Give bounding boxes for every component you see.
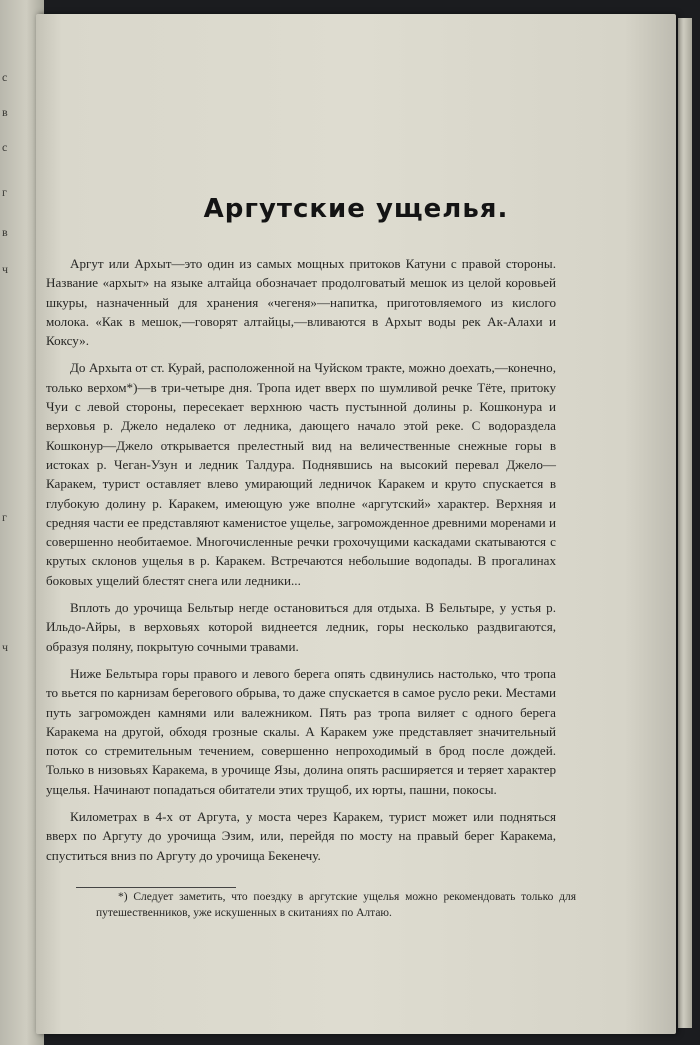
paragraph: Ниже Бельтыра горы правого и левого берега опять сдвинулись настолько, что тропа то вьется по карнизам берегового обрыва, то даже спускается в самое русло реки. Местами путь загроможден камнями или валежником. Пять раз тропа виляет с одного берега Каракема на другой, обходя грозные скалы. А Каракем уже представляет значительный поток со стремительным течением, совершенно непроходимый в брод после дождей. Только в низовьях Каракема, в урочище Язы, долина опять расширяется и теряет характер ущелья. Начинают попадаться обитатели этих трущоб, их юрты, пашни, покосы. <box>46 665 556 797</box>
page-title: Аргутские ущелья. <box>203 194 509 224</box>
body-text <box>36 254 556 873</box>
left-page-fragment: ч <box>2 262 9 276</box>
left-page-fragment: в <box>2 225 8 239</box>
left-page-fragment: ч <box>2 640 9 654</box>
book-page <box>36 14 676 1034</box>
left-page-fragment: в <box>2 105 8 119</box>
left-page-fragment: г <box>2 185 7 199</box>
paragraph: Аргут или Архыт—это один из самых мощных притоков Катуни с правой стороны. Название «архыт» на языке алтайца обозначает продолговатый мешок из целой коровьей шкуры, назначенный для хранения «чегеня»—напитка, приготовляемого из кислого молока. «Как в мешок,—говорят алтайцы,—вливаются в Архыт воды рек Ак-Алахи и Коксу». <box>46 256 556 349</box>
paragraph: Вплоть до урочища Бельтыр негде остановиться для отдыха. В Бельтыре, у устья р. Ильдо-Айры, в верховьях которой виднеется ледник, горы несколько раздвигаются, образуя поляну, покрытую сочными травами. <box>46 600 556 654</box>
footnote: *) Следует заметить, что поездку в аргутские ущелья можно рекомендовать только для путешественников, уже искушенных в скитаниях по Алтаю. <box>96 891 576 919</box>
footnote-divider <box>76 887 236 888</box>
left-page-fragment: с <box>2 140 8 154</box>
left-page-fragment: с <box>2 70 8 84</box>
page-stack-edge <box>678 18 692 1028</box>
paragraph: Километрах в 4-х от Аргута, у моста через Каракем, турист может или подняться вверх по Аргуту до урочища Эзим, или, перейдя по мосту на правый берег Каракема, спуститься вниз по Аргуту до урочища Бекенечу. <box>46 809 556 863</box>
left-page-fragment: г <box>2 510 7 524</box>
paragraph: До Архыта от ст. Курай, расположенной на Чуйском тракте, можно доехать,—конечно, только верхом*)—в три-четыре дня. Тропа идет вверх по шумливой речке Тёте, притоку Чуи с левой стороны, пересекает верхнюю часть пустынной долины р. Кошконура и верховья р. Джело недалеко от ледника, дающего начало этой реке. С водораздела Кошконур—Джело открывается прелестный вид на величественные снежные горы в истоках р. Чеган-Узун и ледник Талдура. Поднявшись на высокий перевал Джело—Каракем, турист оставляет влево умирающий ледничок Каракем и круто спускается в глубокую долину р. Каракем, имеющую уже вполне «аргутский» характер. Верхняя и средняя части ее представляют каменистое ущелье, загроможденное древними моренами и совершенно необитаемое. Многочисленные речки грохочущими каскадами скатываются с крутых склонов ущелья в р. Каракем. Встречаются небольшие водопады. В прогалинах боковых ущелий блестят снега или ледники... <box>46 360 556 588</box>
